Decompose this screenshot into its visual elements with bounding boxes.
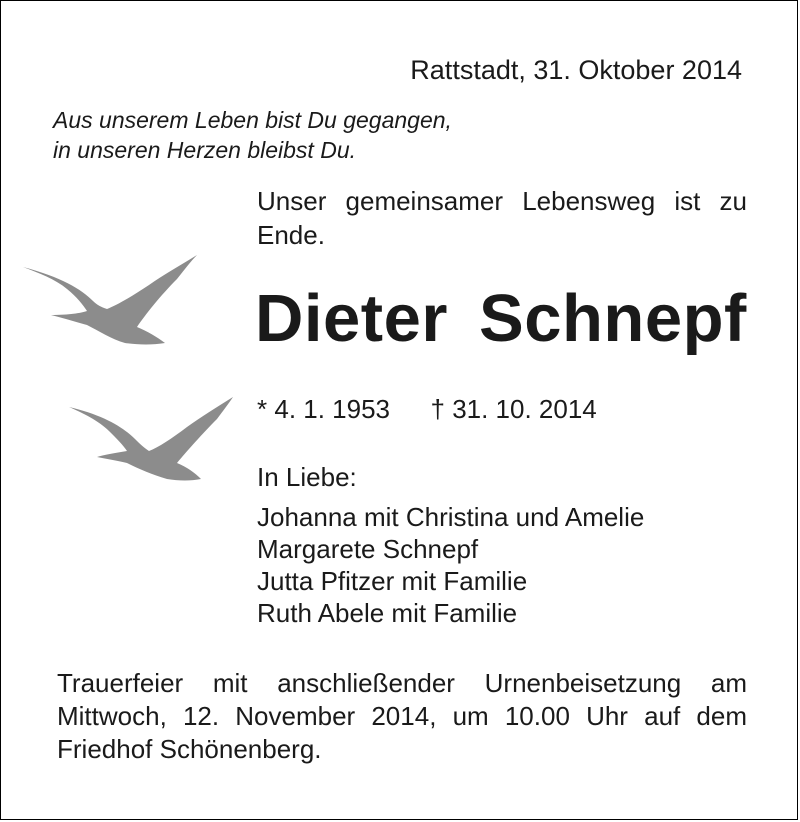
motto <box>53 105 452 165</box>
bird-icon <box>67 393 237 489</box>
life-dates <box>257 392 597 426</box>
motto-line: Aus unserem Leben bist Du gegangen, <box>53 107 452 133</box>
funeral-details: Trauerfeier mit anschließender Urnenbeisetzung am Mittwoch, 12. November 2014, um 10.00 Uhr auf dem Friedhof Schönenberg. <box>57 668 747 764</box>
in-love-heading: In Liebe: <box>257 462 357 492</box>
mourner: Margarete Schnepf <box>257 534 479 564</box>
deceased-name: Dieter Schnepf <box>255 281 747 356</box>
mourner: Ruth Abele mit Familie <box>257 598 518 628</box>
mourner: Johanna mit Christina und Amelie <box>257 502 645 532</box>
intro-text: Unser gemeinsamer Lebensweg ist zu Ende. <box>257 186 747 250</box>
death-symbol: † <box>430 394 445 424</box>
birth-date: 4. 1. 1953 <box>274 394 391 424</box>
bird-icon <box>21 249 201 349</box>
birth-symbol: * <box>257 394 268 424</box>
mourner: Jutta Pfitzer mit Familie <box>257 566 528 596</box>
motto-line: in unseren Herzen bleibst Du. <box>53 137 356 163</box>
place-date: Rattstadt, 31. Oktober 2014 <box>410 55 742 85</box>
mourners-list <box>257 501 644 629</box>
death-date: 31. 10. 2014 <box>452 394 597 424</box>
